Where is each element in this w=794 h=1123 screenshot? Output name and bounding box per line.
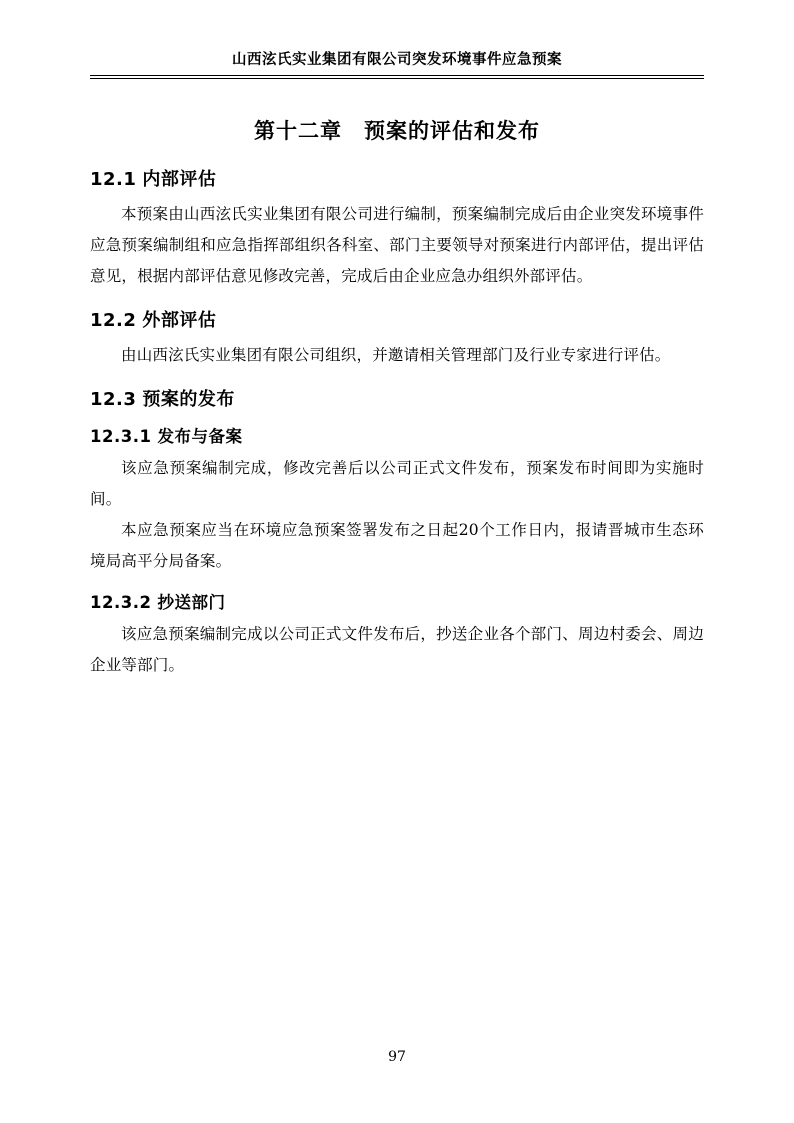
- paragraph: 本应急预案应当在环境应急预案签署发布之日起20个工作日内，报请晋城市生态环境局高平分局备案。: [90, 521, 704, 570]
- section-number: 12.2: [90, 310, 137, 331]
- subsection-title: 发布与备案: [157, 427, 243, 446]
- subsection-heading-12-3-2: [90, 589, 704, 613]
- subsection-heading-12-3-1: [90, 423, 704, 447]
- section-title: 外部评估: [142, 310, 217, 331]
- page-number: 97: [388, 1049, 406, 1065]
- paragraph: 本预案由山西泫氏实业集团有限公司进行编制，预案编制完成后由企业突发环境事件应急预案编制组和应急指挥部组织各科室、部门主要领导对预案进行内部评估，提出评估意见，根据内部评估意见修改完善，完成后由企业应急办组织外部评估。: [90, 205, 704, 285]
- section-number: 12.3: [90, 389, 137, 410]
- running-header: 山西泫氏实业集团有限公司突发环境事件应急预案: [232, 52, 562, 68]
- paragraph: 该应急预案编制完成以公司正式文件发布后，抄送企业各个部门、周边村委会、周边企业等部门。: [90, 625, 704, 674]
- section-heading-12-3: [90, 385, 704, 411]
- header-divider: [90, 75, 704, 79]
- subsection-number: 12.3.1: [90, 427, 152, 446]
- section-title: 预案的发布: [142, 389, 235, 410]
- subsection-title: 抄送部门: [157, 593, 226, 612]
- section-number: 12.1: [90, 169, 137, 190]
- section-heading-12-1: [90, 165, 704, 191]
- chapter-title: 第十二章 预案的评估和发布: [254, 119, 540, 143]
- paragraph: 该应急预案编制完成，修改完善后以公司正式文件发布，预案发布时间即为实施时间。: [90, 459, 704, 508]
- section-title: 内部评估: [142, 169, 217, 190]
- paragraph: 由山西泫氏实业集团有限公司组织，并邀请相关管理部门及行业专家进行评估。: [121, 346, 671, 364]
- section-heading-12-2: [90, 306, 704, 332]
- subsection-number: 12.3.2: [90, 593, 152, 612]
